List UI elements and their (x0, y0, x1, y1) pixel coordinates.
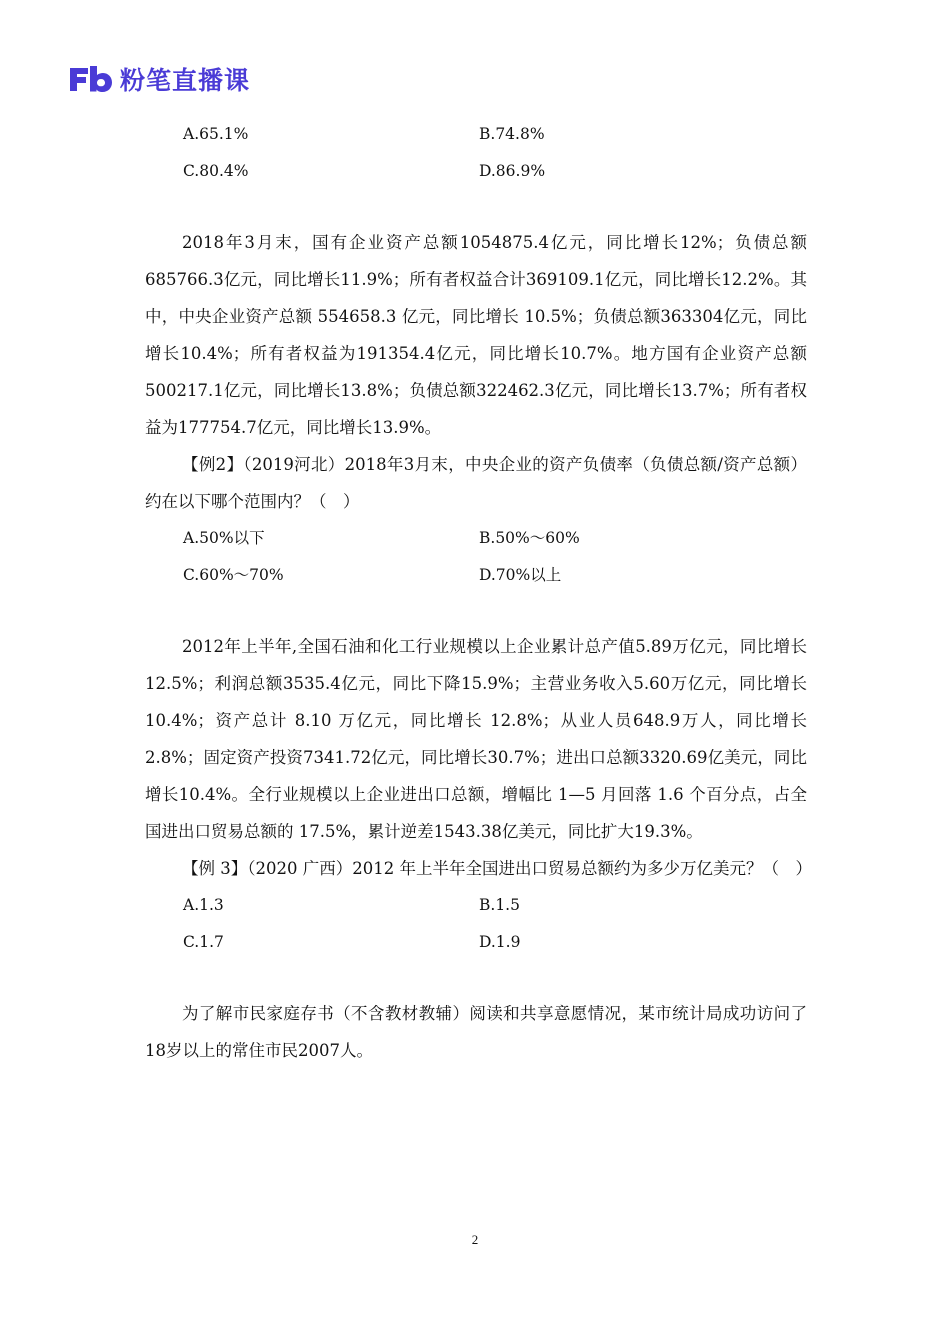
passage-petrochemical: 2012年上半年,全国石油和化工行业规模以上企业累计总产值5.89万亿元，同比增长12.5%；利润总额3535.4亿元，同比下降15.9%；主营业务收入5.60万亿元，同比增长10.4%；资产总计 8.10 万亿元，同比增长 12.8%；从业人员648.9万人，同比增长2.8%；固定资产投资7341.72亿元，同比增长30.7%；进出口总额3320.69亿美元，同比增长10.4%。全行业规模以上企业进出口总额，增幅比 1—5 月回落 1.6 个百分点，占全国进出口贸易总额的 17.5%，累计逆差1543.38亿美元，同比扩大19.3%。 (145, 637, 807, 841)
q2-options (145, 520, 807, 594)
q2-option-b: B.50%～60% (479, 529, 580, 547)
q2-option-c: C.60%～70% (183, 566, 284, 584)
q1-options (145, 116, 807, 190)
q1-option-a: A.65.1% (183, 125, 249, 143)
brand-text: 粉笔直播课 (120, 66, 251, 95)
brand-logo (68, 62, 250, 96)
q3-option-b: B.1.5 (479, 896, 520, 914)
q3-option-a: A.1.3 (183, 896, 224, 914)
q1-option-d: D.86.9% (479, 162, 546, 180)
q1-option-c: C.80.4% (183, 162, 249, 180)
example-3-question: 【例 3】（2020 广西）2012 年上半年全国进出口贸易总额约为多少万亿美元？（ ） (182, 859, 812, 878)
q3-option-d: D.1.9 (479, 933, 521, 951)
passage-household-books: 为了解市民家庭存书（不含教材教辅）阅读和共享意愿情况，某市统计局成功访问了18岁以上的常住市民2007人。 (145, 1004, 807, 1060)
example-2-question: 【例2】（2019河北）2018年3月末，中央企业的资产负债率（负债总额/资产总额）约在以下哪个范围内？（ ） (145, 455, 807, 511)
q2-option-d: D.70%以上 (479, 566, 562, 584)
q3-option-c: C.1.7 (183, 933, 224, 951)
q3-options (145, 887, 807, 961)
document-body (145, 116, 812, 1069)
q2-option-a: A.50%以下 (183, 529, 265, 547)
page-number: 2 (471, 1232, 479, 1247)
passage-soe-assets: 2018年3月末，国有企业资产总额1054875.4亿元，同比增长12%；负债总额685766.3亿元，同比增长11.9%；所有者权益合计369109.1亿元，同比增长12.2%。其中，中央企业资产总额 554658.3 亿元，同比增长 10.5%；负债总额363304亿元，同比增长10.4%；所有者权益为191354.4亿元，同比增长10.7%。地方国有企业资产总额500217.1亿元，同比增长13.8%；负债总额322462.3亿元，同比增长13.7%；所有者权益为177754.7亿元，同比增长13.9%。 (145, 233, 807, 437)
fb-logo-icon (68, 64, 114, 94)
q1-option-b: B.74.8% (479, 125, 545, 143)
